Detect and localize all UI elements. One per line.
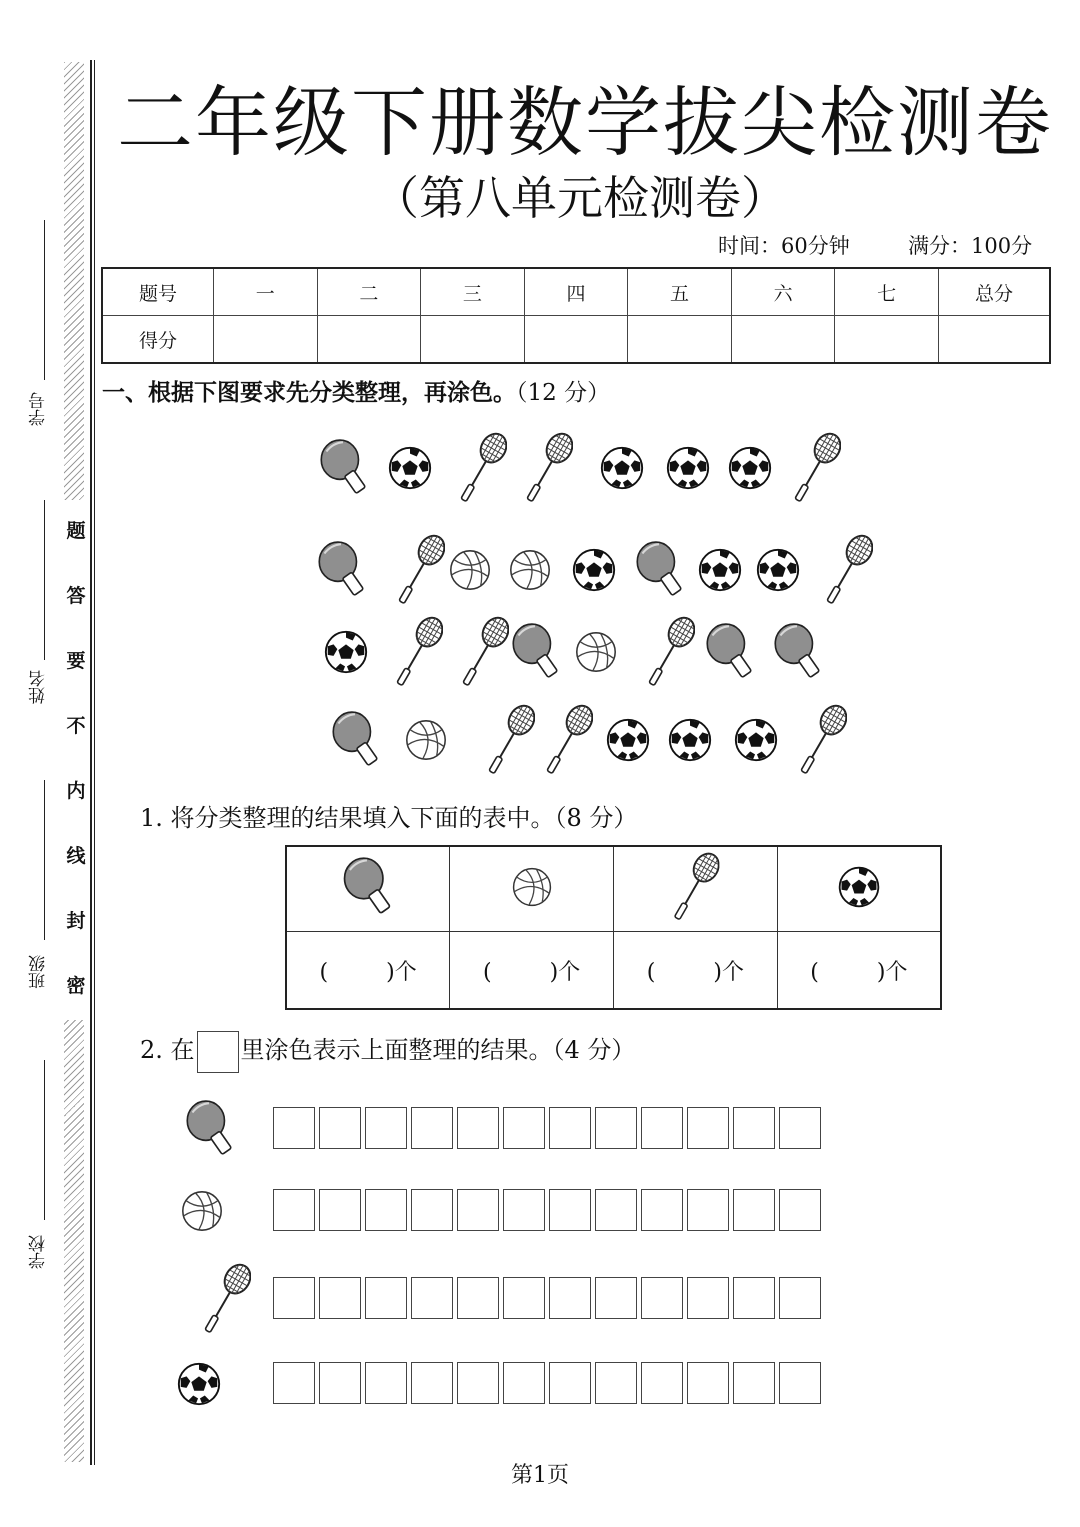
color-box[interactable] [687,1362,729,1404]
question-1-text: 1. 将分类整理的结果填入下面的表中。 [140,804,555,832]
score-cell[interactable] [731,316,835,364]
color-box[interactable] [411,1107,453,1149]
seal-char: 要 [66,650,86,672]
badminton-racket-icon [542,700,594,780]
page-title: 二年级下册数学拔尖检测卷 [117,78,1053,167]
color-box[interactable] [687,1189,729,1231]
ping-pong-paddle-icon [634,539,686,601]
page-number: 第1页 [511,1463,569,1488]
color-box[interactable] [273,1189,315,1231]
badminton-racket-icon [484,700,536,780]
color-box[interactable] [503,1107,545,1149]
basketball-icon [509,864,555,910]
score-cell[interactable] [939,316,1051,364]
color-box[interactable] [411,1362,453,1404]
color-box[interactable] [411,1189,453,1231]
color-box[interactable] [733,1189,775,1231]
ping-pong-paddle-icon [772,621,824,683]
seal-char: 封 [66,910,86,932]
score-col: 三 [421,268,525,316]
ping-pong-paddle-icon [318,437,370,499]
time-limit: 时间：60分钟 [718,234,850,258]
full-score: 满分：100分 [908,234,1033,258]
color-box[interactable] [595,1189,637,1231]
soccer-ball-icon [175,1360,223,1408]
section-1-heading-text: 一、根据下图要求先分类整理，再涂色。 [102,380,516,406]
color-box[interactable] [457,1107,499,1149]
color-box[interactable] [779,1362,821,1404]
score-col: 七 [835,268,939,316]
tally-header-basketball [450,846,614,932]
binding-line-inner [94,60,95,1465]
color-box[interactable] [733,1107,775,1149]
soccer-ball-icon [604,716,652,764]
ping-pong-paddle-icon [330,709,382,771]
badminton-racket-icon [796,700,848,780]
badminton-racket-icon [644,612,696,692]
color-box-row [273,1362,825,1404]
question-2-points: （4 分） [552,1036,636,1064]
soccer-ball-icon [836,864,882,910]
color-box[interactable] [733,1362,775,1404]
color-box-row [273,1189,825,1231]
question-2-prefix: 2. 在 [140,1036,195,1064]
soccer-ball-icon [696,546,744,594]
color-box[interactable] [641,1362,683,1404]
badminton-racket-icon [790,428,842,508]
ping-pong-paddle-icon [316,539,368,601]
color-box[interactable] [549,1362,591,1404]
score-table-header: 题号 [102,268,214,316]
color-box[interactable] [641,1277,683,1319]
color-box[interactable] [779,1189,821,1231]
soccer-ball-icon [666,716,714,764]
tally-header-soccer [777,846,941,932]
question-2-suffix: 里涂色表示上面整理的结果。 [240,1036,553,1064]
seal-char: 不 [66,715,86,737]
color-box-row [273,1277,825,1319]
tally-answer-basketball[interactable]: ( )个 [450,932,614,1010]
color-box[interactable] [273,1362,315,1404]
ping-pong-paddle-icon [340,855,396,919]
score-col: 二 [317,268,421,316]
seal-char: 内 [66,780,86,802]
name-label: 姓名 [29,670,49,704]
color-box[interactable] [457,1277,499,1319]
badminton-racket-icon [458,612,510,692]
tally-table [285,845,942,1010]
score-row-label: 得分 [102,316,214,364]
seal-char: 密 [66,975,86,997]
school-label: 学校 [29,1235,49,1269]
color-box[interactable] [641,1189,683,1231]
score-cell[interactable] [214,316,318,364]
color-box[interactable] [273,1107,315,1149]
tally-answer-soccer[interactable]: ( )个 [777,932,941,1010]
color-box[interactable] [549,1189,591,1231]
tally-answer-badminton[interactable]: ( )个 [614,932,778,1010]
question-1 [140,798,637,833]
score-col: 六 [731,268,835,316]
score-cell[interactable] [835,316,939,364]
color-box[interactable] [779,1107,821,1149]
color-box[interactable] [319,1189,361,1231]
question-1-points: （8 分） [554,804,638,832]
tally-header-badminton [614,846,778,932]
color-box[interactable] [365,1189,407,1231]
color-box[interactable] [319,1277,361,1319]
score-col: 一 [214,268,318,316]
color-box[interactable] [457,1362,499,1404]
color-box[interactable] [687,1277,729,1319]
badminton-racket-icon [200,1259,252,1339]
seal-char: 题 [66,520,86,542]
color-box[interactable] [273,1277,315,1319]
color-box[interactable] [457,1189,499,1231]
badminton-racket-icon [822,530,874,610]
sample-box [197,1031,239,1073]
score-col: 五 [628,268,732,316]
student-id-line [44,220,45,380]
soccer-ball-icon [386,444,434,492]
color-box[interactable] [733,1277,775,1319]
color-box-row [273,1107,825,1149]
score-cell[interactable] [524,316,628,364]
soccer-ball-icon [322,628,370,676]
basketball-icon [446,546,494,594]
color-box[interactable] [319,1107,361,1149]
color-box[interactable] [595,1277,637,1319]
color-box[interactable] [641,1107,683,1149]
color-box[interactable] [503,1189,545,1231]
color-box[interactable] [549,1107,591,1149]
color-box[interactable] [365,1277,407,1319]
seal-char: 答 [66,585,86,607]
soccer-ball-icon [732,716,780,764]
soccer-ball-icon [570,546,618,594]
color-box[interactable] [503,1362,545,1404]
section-1-heading [102,374,610,407]
score-cell[interactable] [421,316,525,364]
soccer-ball-icon [726,444,774,492]
class-line [44,780,45,940]
section-1-points: （12 分） [516,380,611,406]
basketball-icon [402,716,450,764]
basketball-icon [506,546,554,594]
color-box[interactable] [595,1362,637,1404]
color-box[interactable] [411,1277,453,1319]
color-box[interactable] [503,1277,545,1319]
tally-header-ping-pong [286,846,450,932]
color-box[interactable] [365,1362,407,1404]
ping-pong-paddle-icon [704,621,756,683]
name-line [44,500,45,660]
tally-answer-ping-pong[interactable]: ( )个 [286,932,450,1010]
binding-line [90,60,92,1465]
seal-char: 线 [66,845,86,867]
soccer-ball-icon [664,444,712,492]
student-id-label: 学号 [29,392,49,426]
score-cell[interactable] [628,316,732,364]
basketball-icon [178,1187,226,1235]
color-box[interactable] [319,1362,361,1404]
color-box[interactable] [779,1277,821,1319]
question-2 [140,1030,635,1073]
ping-pong-paddle-icon [510,621,562,683]
badminton-racket-icon [522,428,574,508]
page-subtitle: （第八单元检测卷） [373,171,787,225]
color-box[interactable] [365,1107,407,1149]
score-table [101,267,1051,364]
badminton-racket-icon [394,530,446,610]
badminton-racket-icon [456,428,508,508]
color-box[interactable] [687,1107,729,1149]
score-cell[interactable] [317,316,421,364]
soccer-ball-icon [754,546,802,594]
score-col: 四 [524,268,628,316]
ping-pong-paddle-icon [184,1098,236,1160]
color-box[interactable] [595,1107,637,1149]
soccer-ball-icon [598,444,646,492]
badminton-racket-icon [670,848,720,926]
badminton-racket-icon [392,612,444,692]
color-box[interactable] [549,1277,591,1319]
score-col-total: 总分 [939,268,1051,316]
class-label: 班级 [29,955,49,989]
school-line [44,1060,45,1220]
basketball-icon [572,628,620,676]
